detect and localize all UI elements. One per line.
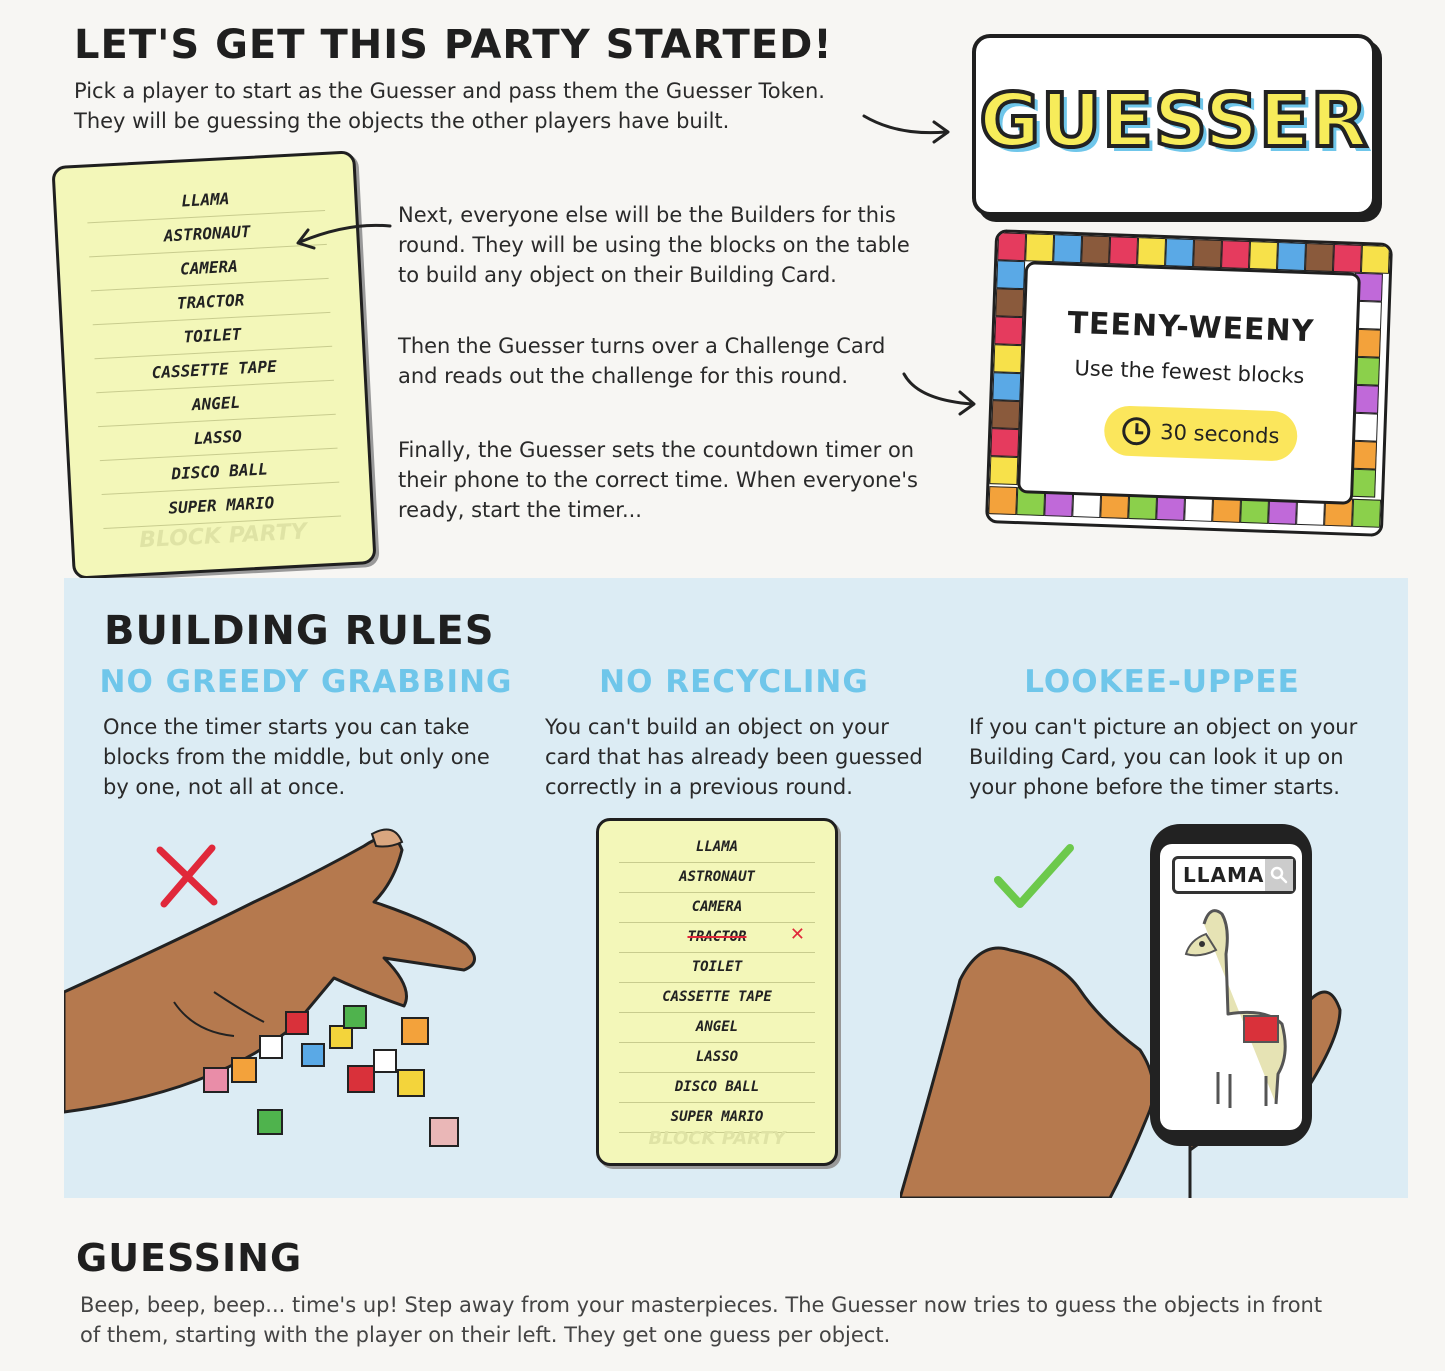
grabbing-hand-illustration <box>64 812 494 1172</box>
border-square <box>1352 499 1381 528</box>
block-party-logo: BLOCK PARTY <box>648 1128 786 1149</box>
card-item: CAMERA <box>619 893 815 923</box>
border-square <box>1361 245 1390 274</box>
card-item: ANGEL <box>96 381 335 427</box>
intro-line: Pick a player to start as the Guesser and pass them the Guesser Token. <box>74 79 825 103</box>
rule-line: If you can't picture an object on your <box>969 715 1358 739</box>
rule-line: correctly in a previous round. <box>545 775 853 799</box>
challenge-line: Then the Guesser turns over a Challenge Card <box>398 334 886 358</box>
rule-line: by one, not all at once. <box>103 775 346 799</box>
border-square <box>993 344 1022 373</box>
card-item: LASSO <box>619 1043 815 1073</box>
border-square <box>1277 242 1306 271</box>
card-item: LLAMA <box>86 177 325 223</box>
border-square <box>1305 243 1334 272</box>
rule-line: You can't build an object on your <box>545 715 889 739</box>
card-item: LLAMA <box>619 833 815 863</box>
card-item: SUPER MARIO <box>102 483 341 529</box>
phone-screen <box>1160 844 1302 1130</box>
block-party-logo: BLOCK PARTY <box>138 519 308 554</box>
llama-illustration <box>1170 904 1292 1114</box>
challenge-line: and reads out the challenge for this round. <box>398 364 849 388</box>
border-square <box>996 260 1025 289</box>
rule-text <box>103 712 523 802</box>
intro-paragraph <box>74 76 934 136</box>
arrow-icon <box>288 216 398 256</box>
border-square <box>1221 240 1250 269</box>
rule-line: Building Card, you can look it up on <box>969 745 1344 769</box>
challenge-subtitle: Use the fewest blocks <box>1074 356 1305 389</box>
border-square <box>1109 236 1138 265</box>
page-title: LET'S GET THIS PARTY STARTED! <box>74 22 833 68</box>
timer-line: ready, start the timer... <box>398 498 642 522</box>
timer-paragraph <box>398 435 968 525</box>
arrow-icon <box>898 368 982 418</box>
rule-heading: NO RECYCLING <box>599 664 869 700</box>
clock-icon <box>1122 417 1151 446</box>
border-square <box>1137 237 1166 266</box>
card-item: SUPER MARIO <box>619 1103 815 1133</box>
building-rules-title: BUILDING RULES <box>104 608 495 654</box>
card-item: CASSETTE TAPE <box>619 983 815 1013</box>
search-icon <box>1265 859 1293 891</box>
timer-line: Finally, the Guesser sets the countdown timer on <box>398 438 915 462</box>
phone-search-query: LLAMA <box>1183 863 1265 887</box>
border-square <box>1193 239 1222 268</box>
challenge-title: TEENY-WEENY <box>1066 305 1315 350</box>
builders-paragraph <box>398 200 958 290</box>
border-square <box>997 232 1026 261</box>
card-item: LASSO <box>98 415 337 461</box>
guessing-title: GUESSING <box>76 1236 303 1280</box>
card-item: CAMERA <box>89 245 328 291</box>
card-item: ASTRONAUT <box>619 863 815 893</box>
border-square <box>1333 244 1362 273</box>
card-item: TOILET <box>619 953 815 983</box>
timer-label: 30 seconds <box>1159 420 1280 449</box>
card-item: ANGEL <box>619 1013 815 1043</box>
border-square <box>1165 238 1194 267</box>
rule-line: your phone before the timer starts. <box>969 775 1340 799</box>
guesser-token <box>972 34 1376 216</box>
border-square <box>1249 241 1278 270</box>
rule-line: card that has already been guessed <box>545 745 923 769</box>
timer-badge <box>1103 405 1298 462</box>
phone <box>1150 824 1312 1146</box>
card-item: DISCO BALL <box>619 1073 815 1103</box>
building-card-crossed <box>596 818 838 1166</box>
border-square <box>990 428 1019 457</box>
rule-text <box>969 712 1389 802</box>
border-square <box>995 288 1024 317</box>
challenge-card <box>985 229 1393 537</box>
rule-text <box>545 712 955 802</box>
guessing-line: Beep, beep, beep... time's up! Step away from your masterpieces. The Guesser now tries to guess the objects in front <box>80 1293 1323 1317</box>
border-square <box>989 456 1018 485</box>
challenge-card-face <box>1017 261 1361 505</box>
card-item: CASSETTE TAPE <box>95 347 334 393</box>
cross-icon: ✕ <box>789 924 805 945</box>
card-item: TRACTOR <box>91 279 330 325</box>
border-square <box>991 400 1020 429</box>
border-square <box>988 486 1017 515</box>
border-square <box>1053 234 1082 263</box>
intro-line: They will be guessing the objects the other players have built. <box>74 109 730 133</box>
card-item: TOILET <box>93 313 332 359</box>
challenge-paragraph <box>398 331 958 391</box>
card-item: ASTRONAUT <box>87 211 326 257</box>
builders-line: to build any object on their Building Card. <box>398 263 837 287</box>
border-square <box>1081 235 1110 264</box>
guesser-token-label: GUESSER <box>979 78 1369 164</box>
card-item: TRACTOR <box>619 923 815 953</box>
border-square <box>994 316 1023 345</box>
arrow-icon <box>858 108 958 148</box>
rule-heading: LOOKEE-UPPEE <box>1024 664 1300 700</box>
builders-line: Next, everyone else will be the Builders for this <box>398 203 896 227</box>
rule-heading: NO GREEDY GRABBING <box>99 664 513 700</box>
builders-line: round. They will be using the blocks on the table <box>398 233 910 257</box>
guessing-paragraph <box>80 1290 1420 1350</box>
phone-search-box[interactable] <box>1172 856 1296 894</box>
rule-line: blocks from the middle, but only one <box>103 745 490 769</box>
timer-line: their phone to the correct time. When everyone's <box>398 468 918 492</box>
rule-line: Once the timer starts you can take <box>103 715 470 739</box>
card-item: DISCO BALL <box>100 449 339 495</box>
building-card <box>51 150 376 579</box>
guessing-line: of them, starting with the player on their left. They get one guess per object. <box>80 1323 891 1347</box>
border-square <box>992 372 1021 401</box>
border-square <box>1025 233 1054 262</box>
